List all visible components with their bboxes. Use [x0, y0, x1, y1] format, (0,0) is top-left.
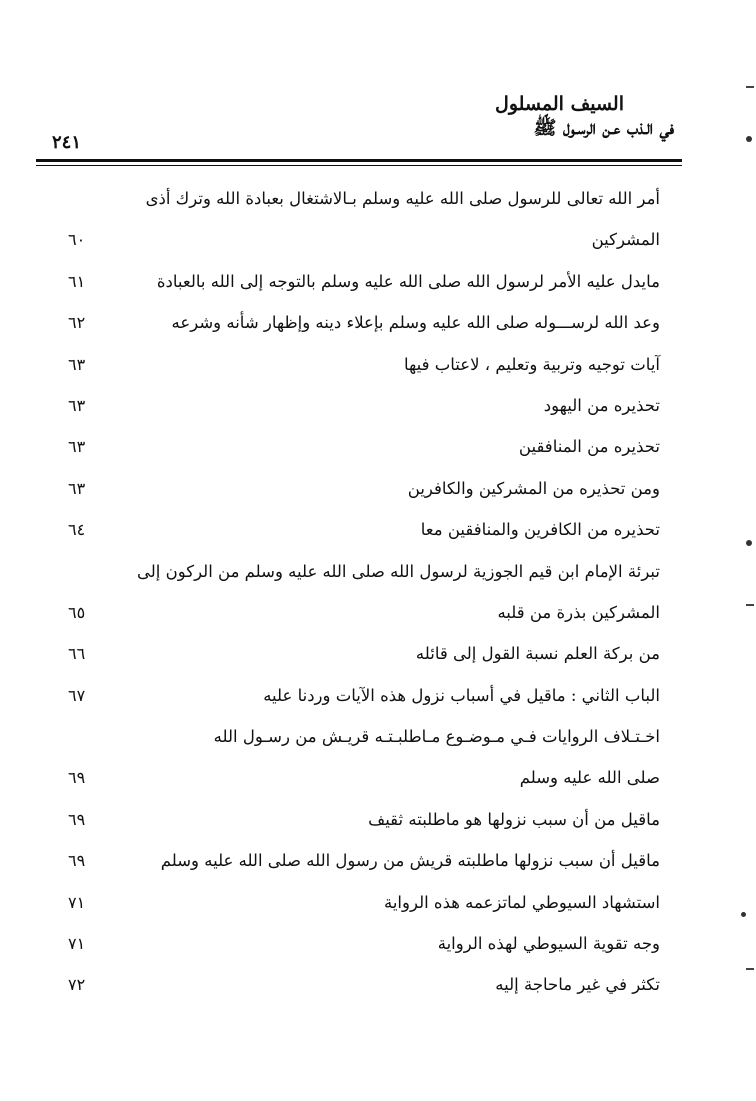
toc-entry-text: تبرئة الإمام ابن قيم الجوزية لرسول الله صلى الله عليه وسلم من الركون إلى [136, 561, 660, 581]
scan-mark [746, 136, 752, 142]
toc-entry-text: من بركة العلم نسبة القول إلى قائله [415, 644, 660, 664]
toc-entry [60, 592, 676, 633]
scan-mark [746, 540, 752, 546]
toc-entry [60, 840, 676, 881]
toc-entry-page: ٦٧ [68, 685, 86, 705]
toc-entry-text: تحذيره من المنافقين [518, 437, 660, 457]
toc-entry [60, 344, 676, 385]
toc-entry-text: ماقيل أن سبب نزولها ماطلبته قريش من رسول الله صلى الله عليه وسلم [160, 851, 660, 871]
toc-entry [60, 716, 676, 757]
toc-entry [60, 633, 676, 674]
scan-mark [746, 604, 754, 606]
book-title [495, 92, 674, 140]
toc-entry [60, 964, 676, 1005]
toc-entry [60, 302, 676, 343]
toc-entry-text: صلى الله عليه وسلم [519, 768, 660, 788]
toc-entry-text: تكثر في غير ماحاجة إليه [495, 975, 660, 995]
toc-entry-page: ٦٣ [68, 395, 86, 415]
scan-mark [741, 912, 746, 917]
book-title-line2: في الـذب عـن الرسـول ﷺ [533, 117, 674, 139]
toc-entry-page: ٦٩ [68, 768, 86, 788]
toc-entry-page: ٦٩ [68, 809, 86, 829]
toc-entry-text: الباب الثاني : ماقيل في أسباب نزول هذه الآيات وردنا عليه [263, 685, 660, 705]
toc-entry-page: ٦٤ [68, 520, 86, 540]
toc-entry-page: ٦٣ [68, 478, 86, 498]
book-title-line1: السيف المسلول [495, 93, 624, 115]
toc-entry [60, 551, 676, 592]
toc-entry-text: أمر الله تعالى للرسول صلى الله عليه وسلم بـالاشتغال بعبادة الله وترك أذى [145, 189, 660, 208]
toc-entry-text: مايدل عليه الأمر لرسول الله صلى الله عليه وسلم بالتوجه إلى الله بالعبادة [156, 271, 660, 291]
toc-entry [60, 509, 676, 550]
scan-mark [746, 86, 754, 88]
toc-entry [60, 799, 676, 840]
toc-entry-text: تحذيره من اليهود [543, 395, 660, 415]
header-rule-thick [36, 159, 682, 162]
toc-entry-page: ٦٥ [68, 602, 86, 622]
toc-entry-text: استشهاد السيوطي لماتزعمه هذه الرواية [383, 892, 660, 912]
toc-entry [60, 882, 676, 923]
toc-entry-text: اخـتـلاف الروايات فـي مـوضـوع مـاطلبـتـه قريـش من رسـول الله [213, 727, 660, 747]
toc-entry [60, 426, 676, 467]
toc-entry-text: ومن تحذيره من المشركين والكافرين [407, 478, 660, 498]
page-number: ٢٤١ [52, 132, 82, 153]
toc-entry-text: وعد الله لرســـوله صلى الله عليه وسلم بإعلاء دينه وإظهار شأنه وشرعه [171, 313, 660, 333]
toc-entry [60, 757, 676, 798]
toc-entry-page: ٦١ [68, 271, 86, 291]
toc-entry-page: ٧١ [68, 934, 86, 954]
toc-entry [60, 468, 676, 509]
toc-entry-text: وجه تقوية السيوطي لهذه الرواية [437, 934, 660, 954]
toc-entry-page: ٦٦ [68, 644, 86, 664]
toc-entry-text: المشركين [591, 230, 660, 250]
toc-entry-page: ٧١ [68, 892, 86, 912]
toc-entry-page: ٧٢ [68, 975, 86, 995]
toc-entry [60, 219, 676, 260]
toc-entry-page: ٦٣ [68, 354, 86, 374]
toc-entry-page: ٦٢ [68, 313, 86, 333]
toc-entry-page: ٦٠ [68, 230, 86, 250]
toc-entry-text: ماقيل من أن سبب نزولها هو ماطلبته ثقيف [368, 809, 660, 829]
toc-entry-page: ٦٣ [68, 437, 86, 457]
table-of-contents [60, 178, 676, 1006]
scan-mark [746, 968, 754, 970]
toc-entry-text: المشركين بذرة من قلبه [497, 602, 660, 622]
toc-entry [60, 261, 676, 302]
toc-entry [60, 178, 676, 219]
toc-entry [60, 923, 676, 964]
toc-entry [60, 675, 676, 716]
toc-entry [60, 385, 676, 426]
toc-entry-page: ٦٩ [68, 851, 86, 871]
header-rule-thin [36, 165, 682, 166]
toc-entry-text: تحذيره من الكافرين والمنافقين معا [420, 520, 660, 540]
toc-entry-text: آيات توجيه وتربية وتعليم ، لاعتاب فيها [404, 354, 660, 374]
running-header [36, 92, 682, 158]
